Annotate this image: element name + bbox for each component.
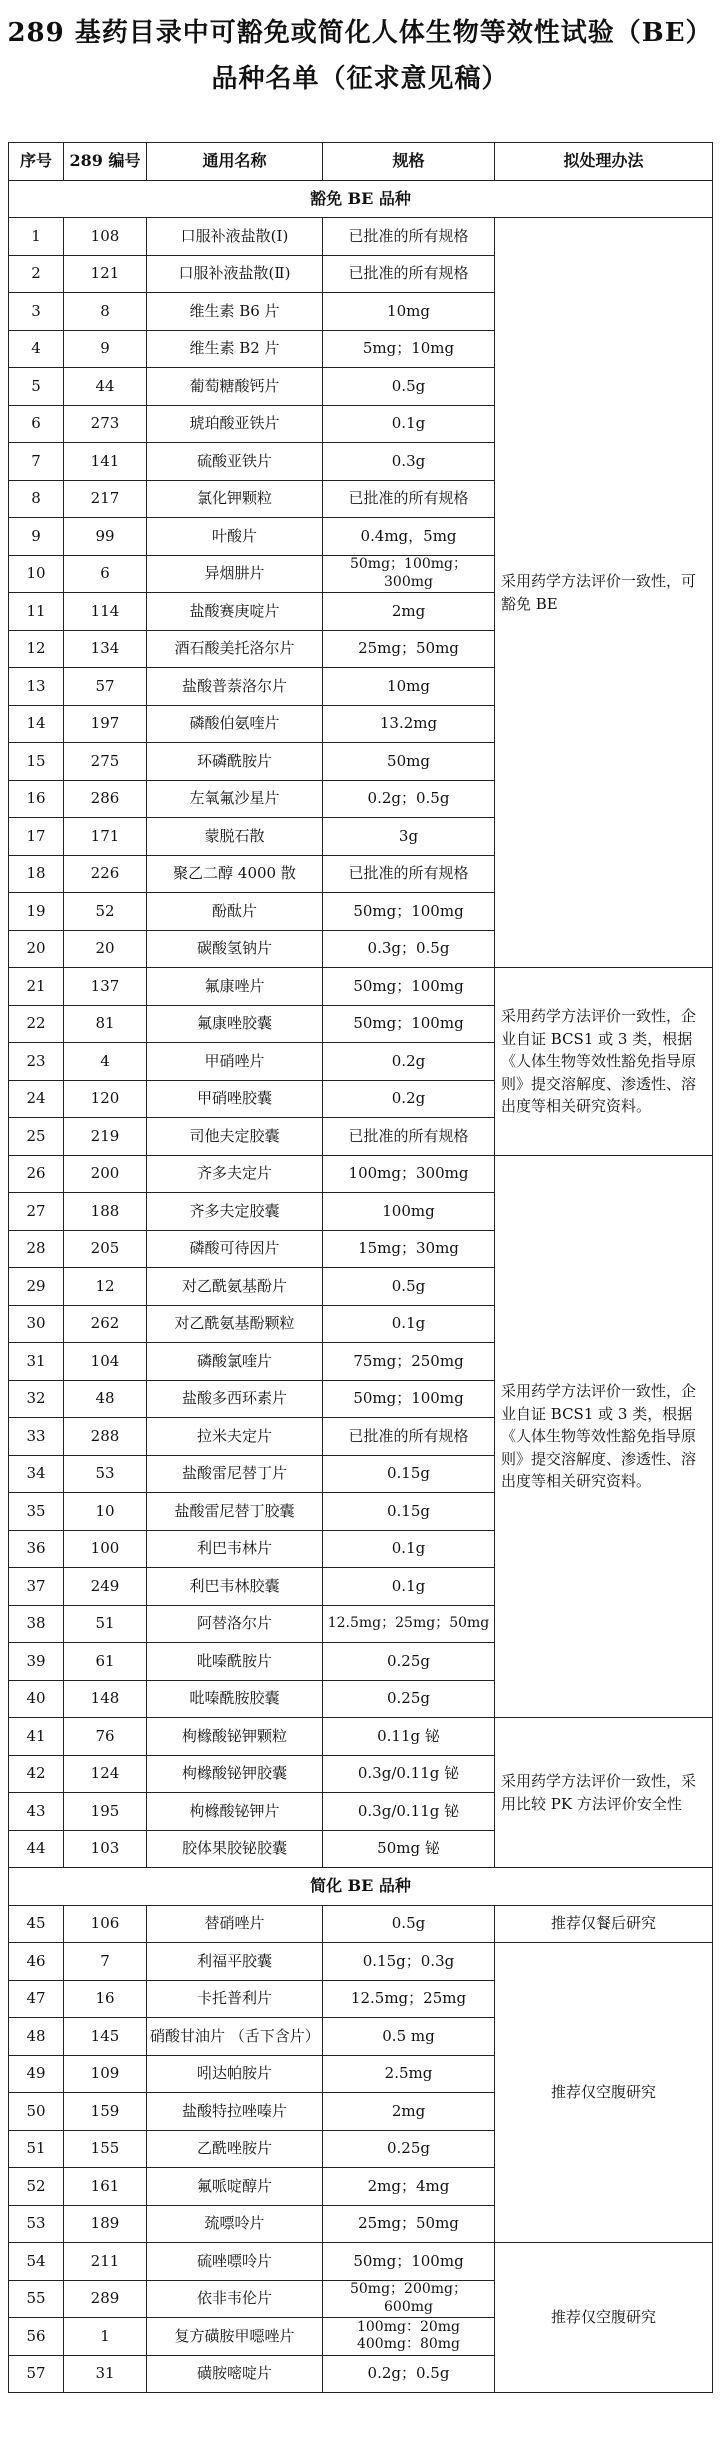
row-generic-name: 盐酸赛庚啶片 <box>147 593 323 631</box>
row-generic-name: 枸橼酸铋钾颗粒 <box>147 1718 323 1756</box>
row-catalog-number: 134 <box>64 630 147 668</box>
table-row <box>9 1905 713 1943</box>
row-specification: 0.2g；0.5g <box>323 780 495 818</box>
header-generic-name: 通用名称 <box>147 143 323 181</box>
proposed-method-cell: 采用药学方法评价一致性，企业自证 BCS1 或 3 类，根据《人体生物等效性豁免指导原则》提交溶解度、渗透性、溶出度等相关研究资料。 <box>495 1155 713 1718</box>
row-index: 51 <box>9 2130 64 2168</box>
row-index: 18 <box>9 855 64 893</box>
row-catalog-number: 99 <box>64 518 147 556</box>
row-generic-name: 利福平胶囊 <box>147 1943 323 1981</box>
row-specification: 0.2g <box>323 1080 495 1118</box>
row-specification: 0.5g <box>323 1905 495 1943</box>
row-generic-name: 叶酸片 <box>147 518 323 556</box>
row-generic-name: 盐酸雷尼替丁胶囊 <box>147 1493 323 1531</box>
row-generic-name: 环磷酰胺片 <box>147 743 323 781</box>
row-generic-name: 蒙脱石散 <box>147 818 323 856</box>
row-index: 54 <box>9 2243 64 2281</box>
row-index: 8 <box>9 480 64 518</box>
row-catalog-number: 108 <box>64 218 147 256</box>
row-specification: 0.11g 铋 <box>323 1718 495 1756</box>
row-index: 2 <box>9 255 64 293</box>
row-catalog-number: 121 <box>64 255 147 293</box>
row-specification: 0.15g；0.3g <box>323 1943 495 1981</box>
row-index: 26 <box>9 1155 64 1193</box>
row-specification: 0.1g <box>323 405 495 443</box>
row-index: 52 <box>9 2168 64 2206</box>
row-specification: 100mg <box>323 1193 495 1231</box>
proposed-method-cell: 推荐仅空腹研究 <box>495 2243 713 2393</box>
row-catalog-number: 53 <box>64 1455 147 1493</box>
row-index: 36 <box>9 1530 64 1568</box>
row-index: 41 <box>9 1718 64 1756</box>
row-generic-name: 替硝唑片 <box>147 1905 323 1943</box>
row-specification: 0.1g <box>323 1530 495 1568</box>
row-catalog-number: 211 <box>64 2243 147 2281</box>
row-specification: 2mg <box>323 2093 495 2131</box>
row-catalog-number: 7 <box>64 1943 147 1981</box>
row-catalog-number: 189 <box>64 2205 147 2243</box>
row-specification: 已批准的所有规格 <box>323 855 495 893</box>
row-generic-name: 琥珀酸亚铁片 <box>147 405 323 443</box>
row-index: 3 <box>9 293 64 331</box>
row-index: 46 <box>9 1943 64 1981</box>
row-index: 22 <box>9 1005 64 1043</box>
section-header-row <box>9 180 713 218</box>
row-generic-name: 口服补液盐散(Ⅰ) <box>147 218 323 256</box>
row-catalog-number: 51 <box>64 1605 147 1643</box>
row-generic-name: 口服补液盐散(Ⅱ) <box>147 255 323 293</box>
row-generic-name: 葡萄糖酸钙片 <box>147 368 323 406</box>
row-specification: 0.15g <box>323 1493 495 1531</box>
header-catalog-number: 289 编号 <box>64 143 147 181</box>
section-title: 简化 BE 品种 <box>9 1868 713 1906</box>
row-catalog-number: 8 <box>64 293 147 331</box>
row-specification: 已批准的所有规格 <box>323 1418 495 1456</box>
row-index: 4 <box>9 330 64 368</box>
row-generic-name: 拉米夫定片 <box>147 1418 323 1456</box>
table-row <box>9 1943 713 1981</box>
row-generic-name: 磷酸氯喹片 <box>147 1343 323 1381</box>
row-generic-name: 司他夫定胶囊 <box>147 1118 323 1156</box>
row-generic-name: 对乙酰氨基酚颗粒 <box>147 1305 323 1343</box>
row-catalog-number: 16 <box>64 1980 147 2018</box>
row-specification: 2.5mg <box>323 2055 495 2093</box>
row-index: 27 <box>9 1193 64 1231</box>
row-index: 15 <box>9 743 64 781</box>
row-specification: 50mg；100mg <box>323 2243 495 2281</box>
row-specification: 0.25g <box>323 1643 495 1681</box>
row-specification: 0.1g <box>323 1305 495 1343</box>
row-catalog-number: 52 <box>64 893 147 931</box>
row-catalog-number: 171 <box>64 818 147 856</box>
row-index: 31 <box>9 1343 64 1381</box>
row-catalog-number: 249 <box>64 1568 147 1606</box>
row-catalog-number: 44 <box>64 368 147 406</box>
document-title-line2: 品种名单（征求意见稿） <box>211 64 509 94</box>
row-generic-name: 盐酸特拉唑嗪片 <box>147 2093 323 2131</box>
row-generic-name: 酒石酸美托洛尔片 <box>147 630 323 668</box>
row-specification: 50mg <box>323 743 495 781</box>
row-specification: 已批准的所有规格 <box>323 1118 495 1156</box>
row-specification: 50mg；100mg <box>323 968 495 1006</box>
row-generic-name: 吡嗪酰胺片 <box>147 1643 323 1681</box>
row-specification: 0.4mg，5mg <box>323 518 495 556</box>
row-specification: 13.2mg <box>323 705 495 743</box>
row-catalog-number: 57 <box>64 668 147 706</box>
proposed-method-cell: 采用药学方法评价一致性，企业自证 BCS1 或 3 类，根据《人体生物等效性豁免指导原则》提交溶解度、渗透性、溶出度等相关研究资料。 <box>495 968 713 1156</box>
row-catalog-number: 114 <box>64 593 147 631</box>
row-index: 53 <box>9 2205 64 2243</box>
row-specification: 已批准的所有规格 <box>323 218 495 256</box>
row-generic-name: 维生素 B2 片 <box>147 330 323 368</box>
row-specification: 15mg；30mg <box>323 1230 495 1268</box>
row-specification: 已批准的所有规格 <box>323 480 495 518</box>
row-catalog-number: 197 <box>64 705 147 743</box>
row-catalog-number: 81 <box>64 1005 147 1043</box>
row-specification: 50mg；100mg <box>323 1380 495 1418</box>
row-specification: 0.3g/0.11g 铋 <box>323 1793 495 1831</box>
row-catalog-number: 159 <box>64 2093 147 2131</box>
row-specification: 0.5g <box>323 368 495 406</box>
row-index: 37 <box>9 1568 64 1606</box>
row-generic-name: 磺胺嘧啶片 <box>147 2355 323 2393</box>
row-specification: 0.5g <box>323 1268 495 1306</box>
row-catalog-number: 262 <box>64 1305 147 1343</box>
row-index: 17 <box>9 818 64 856</box>
header-proposed-method: 拟处理办法 <box>495 143 713 181</box>
row-index: 28 <box>9 1230 64 1268</box>
row-generic-name: 吲达帕胺片 <box>147 2055 323 2093</box>
row-index: 33 <box>9 1418 64 1456</box>
row-generic-name: 依非韦伦片 <box>147 2280 323 2318</box>
row-index: 24 <box>9 1080 64 1118</box>
row-catalog-number: 205 <box>64 1230 147 1268</box>
row-generic-name: 吡嗪酰胺胶囊 <box>147 1680 323 1718</box>
row-specification: 25mg；50mg <box>323 2205 495 2243</box>
row-index: 12 <box>9 630 64 668</box>
row-index: 10 <box>9 555 64 593</box>
row-catalog-number: 61 <box>64 1643 147 1681</box>
row-index: 55 <box>9 2280 64 2318</box>
row-index: 44 <box>9 1830 64 1868</box>
row-specification: 100mg；300mg <box>323 1155 495 1193</box>
row-specification: 2mg <box>323 593 495 631</box>
row-index: 21 <box>9 968 64 1006</box>
row-index: 20 <box>9 930 64 968</box>
row-generic-name: 胶体果胶铋胶囊 <box>147 1830 323 1868</box>
row-catalog-number: 1 <box>64 2318 147 2356</box>
row-catalog-number: 76 <box>64 1718 147 1756</box>
row-catalog-number: 6 <box>64 555 147 593</box>
row-specification: 2mg；4mg <box>323 2168 495 2206</box>
row-catalog-number: 20 <box>64 930 147 968</box>
row-generic-name: 齐多夫定片 <box>147 1155 323 1193</box>
section-title: 豁免 BE 品种 <box>9 180 713 218</box>
row-index: 9 <box>9 518 64 556</box>
table-row <box>9 968 713 1006</box>
header-specification: 规格 <box>323 143 495 181</box>
drug-list-table <box>8 142 713 2393</box>
row-catalog-number: 103 <box>64 1830 147 1868</box>
row-catalog-number: 148 <box>64 1680 147 1718</box>
row-index: 5 <box>9 368 64 406</box>
row-index: 32 <box>9 1380 64 1418</box>
table-header-row <box>9 143 713 181</box>
row-index: 14 <box>9 705 64 743</box>
row-generic-name: 甲硝唑片 <box>147 1043 323 1081</box>
row-specification: 0.25g <box>323 2130 495 2168</box>
row-catalog-number: 188 <box>64 1193 147 1231</box>
header-index: 序号 <box>9 143 64 181</box>
row-generic-name: 硝酸甘油片 （舌下含片） <box>147 2018 323 2056</box>
row-index: 45 <box>9 1905 64 1943</box>
row-generic-name: 枸橼酸铋钾胶囊 <box>147 1755 323 1793</box>
row-generic-name: 磷酸可待因片 <box>147 1230 323 1268</box>
row-index: 11 <box>9 593 64 631</box>
row-catalog-number: 137 <box>64 968 147 1006</box>
row-catalog-number: 104 <box>64 1343 147 1381</box>
row-index: 40 <box>9 1680 64 1718</box>
row-catalog-number: 275 <box>64 743 147 781</box>
row-specification: 0.15g <box>323 1455 495 1493</box>
row-generic-name: 异烟肼片 <box>147 555 323 593</box>
proposed-method-cell: 推荐仅餐后研究 <box>495 1905 713 1943</box>
row-index: 29 <box>9 1268 64 1306</box>
section-header-row <box>9 1868 713 1906</box>
row-generic-name: 阿替洛尔片 <box>147 1605 323 1643</box>
row-generic-name: 氟康唑胶囊 <box>147 1005 323 1043</box>
table-row <box>9 1155 713 1193</box>
row-generic-name: 氯化钾颗粒 <box>147 480 323 518</box>
row-catalog-number: 286 <box>64 780 147 818</box>
row-specification: 0.25g <box>323 1680 495 1718</box>
row-specification: 5mg；10mg <box>323 330 495 368</box>
row-catalog-number: 195 <box>64 1793 147 1831</box>
row-generic-name: 左氧氟沙星片 <box>147 780 323 818</box>
row-index: 39 <box>9 1643 64 1681</box>
row-generic-name: 盐酸多西环素片 <box>147 1380 323 1418</box>
row-index: 35 <box>9 1493 64 1531</box>
row-catalog-number: 9 <box>64 330 147 368</box>
row-generic-name: 氟哌啶醇片 <box>147 2168 323 2206</box>
row-specification: 0.2g；0.5g <box>323 2355 495 2393</box>
row-catalog-number: 226 <box>64 855 147 893</box>
row-specification: 50mg；100mg <box>323 1005 495 1043</box>
row-catalog-number: 10 <box>64 1493 147 1531</box>
row-index: 38 <box>9 1605 64 1643</box>
table-row <box>9 2243 713 2281</box>
row-generic-name: 碳酸氢钠片 <box>147 930 323 968</box>
row-index: 34 <box>9 1455 64 1493</box>
row-generic-name: 酚酞片 <box>147 893 323 931</box>
table-row <box>9 1718 713 1756</box>
row-index: 42 <box>9 1755 64 1793</box>
row-catalog-number: 161 <box>64 2168 147 2206</box>
row-specification: 0.3g/0.11g 铋 <box>323 1755 495 1793</box>
row-specification: 已批准的所有规格 <box>323 255 495 293</box>
row-specification: 0.3g；0.5g <box>323 930 495 968</box>
row-generic-name: 对乙酰氨基酚片 <box>147 1268 323 1306</box>
row-catalog-number: 100 <box>64 1530 147 1568</box>
row-specification: 0.2g <box>323 1043 495 1081</box>
row-catalog-number: 106 <box>64 1905 147 1943</box>
row-specification: 10mg <box>323 293 495 331</box>
row-generic-name: 硫唑嘌呤片 <box>147 2243 323 2281</box>
table-body <box>9 180 713 2393</box>
row-catalog-number: 31 <box>64 2355 147 2393</box>
row-specification: 0.3g <box>323 443 495 481</box>
row-generic-name: 维生素 B6 片 <box>147 293 323 331</box>
row-generic-name: 磷酸伯氨喹片 <box>147 705 323 743</box>
row-generic-name: 利巴韦林片 <box>147 1530 323 1568</box>
row-index: 16 <box>9 780 64 818</box>
row-generic-name: 利巴韦林胶囊 <box>147 1568 323 1606</box>
proposed-method-cell: 采用药学方法评价一致性，可豁免 BE <box>495 218 713 968</box>
proposed-method-cell: 推荐仅空腹研究 <box>495 1943 713 2243</box>
row-generic-name: 聚乙二醇 4000 散 <box>147 855 323 893</box>
row-specification: 10mg <box>323 668 495 706</box>
row-catalog-number: 273 <box>64 405 147 443</box>
row-specification: 50mg；100mg <box>323 893 495 931</box>
row-index: 48 <box>9 2018 64 2056</box>
row-index: 43 <box>9 1793 64 1831</box>
row-index: 49 <box>9 2055 64 2093</box>
row-index: 30 <box>9 1305 64 1343</box>
row-specification: 12.5mg；25mg <box>323 1980 495 2018</box>
row-catalog-number: 12 <box>64 1268 147 1306</box>
row-catalog-number: 145 <box>64 2018 147 2056</box>
row-generic-name: 乙酰唑胺片 <box>147 2130 323 2168</box>
row-catalog-number: 109 <box>64 2055 147 2093</box>
row-catalog-number: 48 <box>64 1380 147 1418</box>
row-catalog-number: 289 <box>64 2280 147 2318</box>
row-specification: 75mg；250mg <box>323 1343 495 1381</box>
row-specification: 100mg：20mg 400mg：80mg <box>323 2318 495 2356</box>
row-specification: 25mg；50mg <box>323 630 495 668</box>
row-catalog-number: 155 <box>64 2130 147 2168</box>
row-specification: 12.5mg；25mg；50mg <box>323 1605 495 1643</box>
row-index: 19 <box>9 893 64 931</box>
row-catalog-number: 219 <box>64 1118 147 1156</box>
row-generic-name: 复方磺胺甲噁唑片 <box>147 2318 323 2356</box>
row-generic-name: 盐酸雷尼替丁片 <box>147 1455 323 1493</box>
row-specification: 50mg 铋 <box>323 1830 495 1868</box>
row-catalog-number: 4 <box>64 1043 147 1081</box>
row-index: 57 <box>9 2355 64 2393</box>
row-specification: 50mg；100mg；300mg <box>323 555 495 593</box>
row-index: 23 <box>9 1043 64 1081</box>
row-catalog-number: 200 <box>64 1155 147 1193</box>
row-catalog-number: 141 <box>64 443 147 481</box>
row-catalog-number: 288 <box>64 1418 147 1456</box>
row-generic-name: 硫酸亚铁片 <box>147 443 323 481</box>
row-catalog-number: 120 <box>64 1080 147 1118</box>
document-title-line1: 289 基药目录中可豁免或简化人体生物等效性试验（BE） <box>7 18 713 48</box>
table-row <box>9 218 713 256</box>
proposed-method-cell: 采用药学方法评价一致性，采用比较 PK 方法评价安全性 <box>495 1718 713 1868</box>
row-index: 47 <box>9 1980 64 2018</box>
row-specification: 0.1g <box>323 1568 495 1606</box>
row-generic-name: 齐多夫定胶囊 <box>147 1193 323 1231</box>
row-index: 13 <box>9 668 64 706</box>
row-index: 25 <box>9 1118 64 1156</box>
row-generic-name: 氟康唑片 <box>147 968 323 1006</box>
row-index: 6 <box>9 405 64 443</box>
row-index: 1 <box>9 218 64 256</box>
row-index: 7 <box>9 443 64 481</box>
row-index: 56 <box>9 2318 64 2356</box>
row-catalog-number: 124 <box>64 1755 147 1793</box>
row-specification: 0.5 mg <box>323 2018 495 2056</box>
row-generic-name: 卡托普利片 <box>147 1980 323 2018</box>
row-generic-name: 盐酸普萘洛尔片 <box>147 668 323 706</box>
row-generic-name: 巯嘌呤片 <box>147 2205 323 2243</box>
row-specification: 3g <box>323 818 495 856</box>
row-generic-name: 枸橼酸铋钾片 <box>147 1793 323 1831</box>
row-catalog-number: 217 <box>64 480 147 518</box>
row-generic-name: 甲硝唑胶囊 <box>147 1080 323 1118</box>
row-specification: 50mg；200mg；600mg <box>323 2280 495 2318</box>
row-index: 50 <box>9 2093 64 2131</box>
